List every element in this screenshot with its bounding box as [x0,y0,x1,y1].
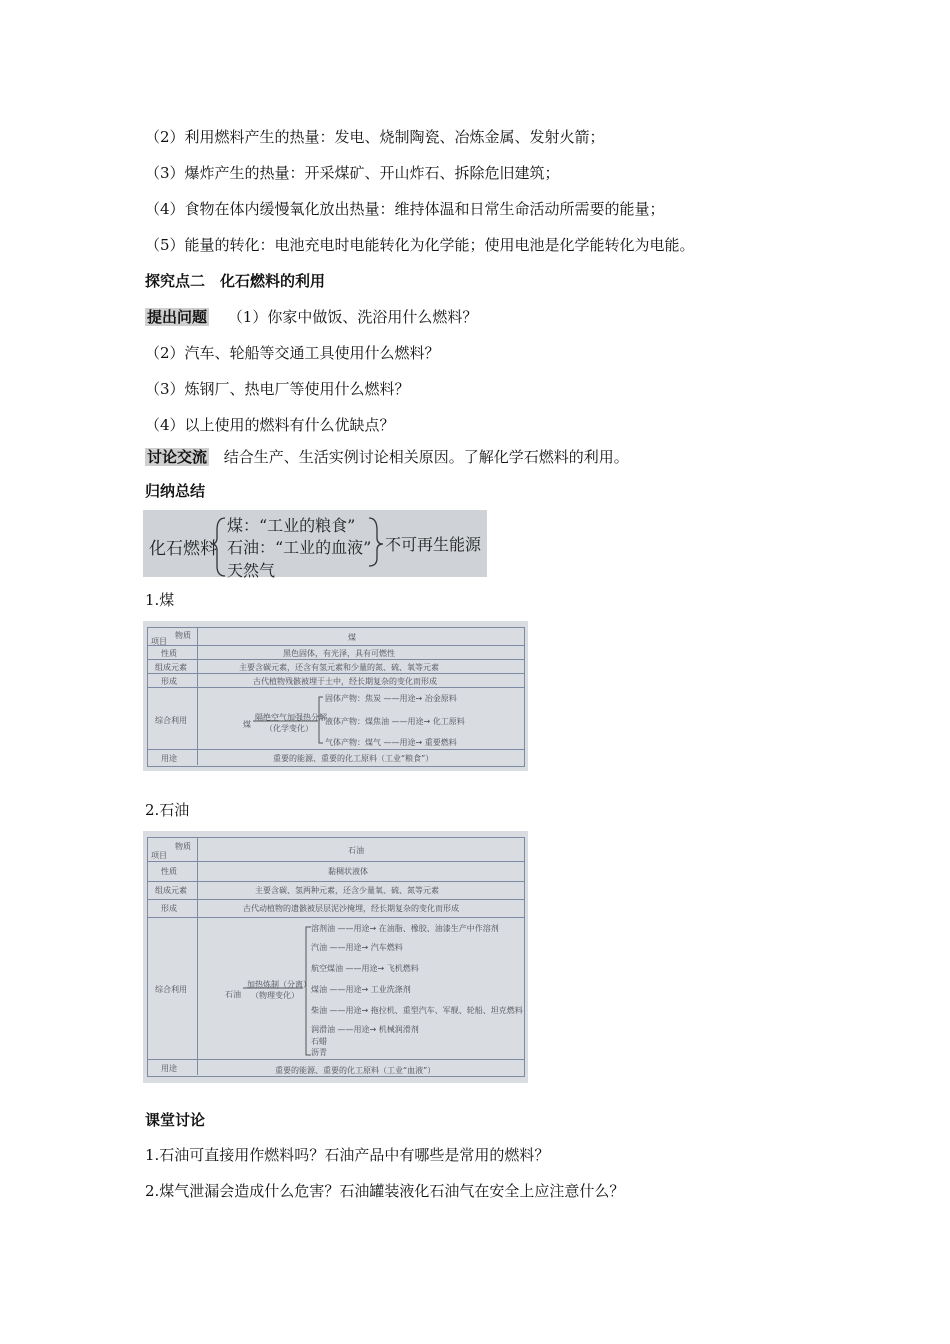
summary-branch-oil: 石油：“工业的血液” [227,538,372,557]
oil-row-label: 形成 [161,904,177,913]
intro-line-3: （3）爆炸产生的热量：开采煤矿、开山炸石、拆除危旧建筑； [145,164,560,182]
summary-root: 化石燃料 [149,539,217,559]
oil-product: 柴油 ——用途→ 拖拉机、重型汽车、军舰、轮船、坦克燃料 [311,1006,523,1015]
coal-row-value: 黑色固体，有光泽，具有可燃性 [283,649,395,658]
question-item-1: （1）你家中做饭、洗浴用什么燃料？ [227,308,478,326]
intro-line-2: （2）利用燃料产生的热量：发电、烧制陶瓷、冶炼金属、发射火箭； [145,128,605,146]
coal-heading: 1.煤 [145,591,175,609]
coal-source: 煤 [243,720,251,729]
oil-source: 石油 [225,990,241,999]
summary-branch-gas: 天然气 [227,561,276,580]
summary-branch-coal: 煤：“工业的粮食” [227,516,356,535]
oil-header-col1b: 项目 [151,851,167,860]
oil-product: 沥青 [311,1048,327,1057]
oil-product: 汽油 ——用途→ 汽车燃料 [311,943,403,952]
coal-row-label: 形成 [161,677,177,686]
oil-product: 煤油 ——用途→ 工业洗涤剂 [311,985,411,994]
class-discussion-title: 课堂讨论 [145,1111,206,1129]
question-first-line [145,307,477,327]
coal-row-label: 组成元素 [155,663,187,672]
coal-purpose-value: 重要的能源、重要的化工原料（工业“粮食”） [273,754,434,763]
coal-purpose-label: 用途 [161,754,177,763]
intro-line-5: （5）能量的转化：电池充电时电能转化为化学能；使用电池是化学能转化为电能。 [145,236,695,254]
question-item-2: （2）汽车、轮船等交通工具使用什么燃料？ [145,344,440,362]
oil-bracket [143,831,528,1083]
coal-process-note: （化学变化） [265,724,313,733]
oil-row-value: 黏稠状液体 [328,867,368,876]
oil-use-label: 综合利用 [155,985,187,994]
oil-process-note: （物理变化） [251,991,299,1000]
section-title: 探究点二 化石燃料的利用 [145,272,326,290]
question-label: 提出问题 [147,308,208,326]
coal-use-label: 综合利用 [155,716,187,725]
oil-purpose-value: 重要的能源、重要的化工原料（工业“血液”） [275,1066,436,1075]
question-item-3: （3）炼钢厂、热电厂等使用什么燃料？ [145,380,410,398]
oil-header-col1: 物质 [175,842,191,851]
coal-row-value: 古代植物残骸被埋于土中，经长期复杂的变化而形成 [253,677,437,686]
intro-line-4: （4）食物在体内缓慢氧化放出热量：维持体温和日常生命活动所需要的能量； [145,200,665,218]
summary-title: 归纳总结 [145,482,206,500]
oil-row-label: 性质 [161,867,177,876]
coal-row-value: 主要含碳元素，还含有氢元素和少量的氮、硫、氧等元素 [239,663,439,672]
coal-product-solid: 固体产物：焦炭 ——用途→ 冶金原料 [325,694,457,703]
discussion-label: 讨论交流 [147,448,208,466]
coal-header-col1: 物质 [175,631,191,640]
fossil-fuel-summary-figure [143,510,487,580]
oil-row-value: 主要含碳、氢两种元素，还含少量氧、硫、氮等元素 [255,886,439,895]
oil-product: 润滑油 ——用途→ 机械润滑剂 [311,1025,419,1034]
coal-header-col2: 煤 [348,633,356,642]
oil-product: 石蜡 [311,1037,327,1046]
oil-header-col2: 石油 [348,846,364,855]
summary-conclusion: 不可再生能源 [385,535,482,554]
coal-row-label: 性质 [161,649,177,658]
oil-product: 航空煤油 ——用途→ 飞机燃料 [311,964,419,973]
coal-header-col1b: 项目 [151,637,167,646]
oil-table-image [143,831,528,1083]
class-discussion-item-2: 2.煤气泄漏会造成什么危害？石油罐装液化石油气在安全上应注意什么？ [145,1182,625,1200]
coal-table-image [143,621,528,771]
oil-heading: 2.石油 [145,801,190,819]
oil-row-value: 古代动植物的遗骸被层层泥沙掩埋，经长期复杂的变化而形成 [243,904,459,913]
class-discussion-item-1: 1.石油可直接用作燃料吗？石油产品中有哪些是常用的燃料？ [145,1146,550,1164]
question-item-4: （4）以上使用的燃料有什么优缺点？ [145,416,395,434]
coal-product-liquid: 液体产物：煤焦油 ——用途→ 化工原料 [325,717,465,726]
coal-product-gas: 气体产物：煤气 ——用途→ 重要燃料 [325,738,457,747]
oil-process: 加热炼制（分离） [247,980,311,989]
coal-process: 隔绝空气加强热分解 [255,713,327,722]
discussion-line [145,447,629,467]
oil-purpose-label: 用途 [161,1064,177,1073]
oil-row-label: 组成元素 [155,886,187,895]
oil-product: 溶剂油 ——用途→ 在油脂、橡胶、油漆生产中作溶剂 [311,924,499,933]
discussion-text: 结合生产、生活实例讨论相关原因。了解化学石燃料的利用。 [223,448,629,466]
